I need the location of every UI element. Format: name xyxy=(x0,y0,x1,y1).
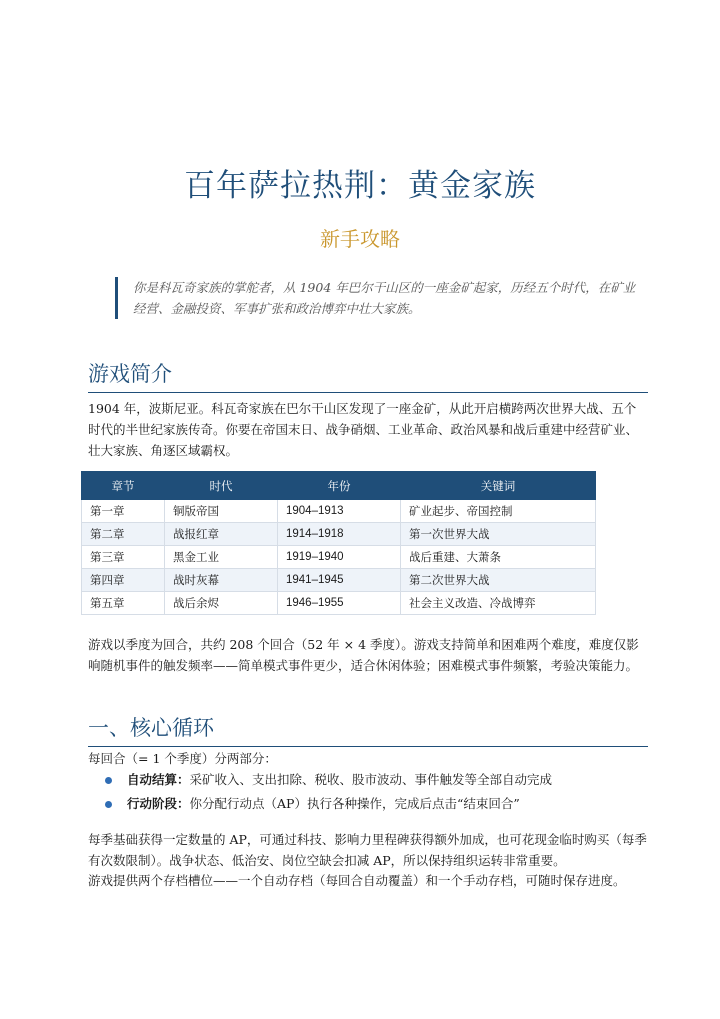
table-row xyxy=(82,546,596,569)
cell-keywords: 战后重建、大萧条 xyxy=(401,546,596,569)
cell-keywords: 第一次世界大战 xyxy=(401,523,596,546)
rounds-paragraph: 游戏以季度为回合，共约 208 个回合（52 年 × 4 季度）。游戏支持简单和困难两个难度，难度仅影响随机事件的触发频率——简单模式事件更少，适合休闲体验；困难模式事件频繁，考验决策能力。 xyxy=(88,637,639,673)
core-loop-lead: 每回合（= 1 个季度）分两部分： xyxy=(88,751,277,766)
bullet-label: 行动阶段： xyxy=(127,796,190,811)
list-item xyxy=(105,768,645,792)
ap-paragraph: 每季基础获得一定数量的 AP，可通过科技、影响力里程碑获得额外加成，也可花现金临时购买（每季有次数限制）。战争状态、低治安、岗位空缺会扣减 AP，所以保持组织运转非常重要。 xyxy=(88,832,647,868)
save-paragraph: 游戏提供两个存档槽位——一个自动存档（每回合自动覆盖）和一个手动存档，可随时保存进度。 xyxy=(88,873,626,888)
overview-paragraph: 1904 年，波斯尼亚。科瓦奇家族在巴尔干山区发现了一座金矿，从此开启横跨两次世界大战、五个时代的半世纪家族传奇。你要在帝国末日、战争硝烟、工业革命、政治风暴和战后重建中经营矿业、壮大家族、角逐区域霸权。 xyxy=(88,401,639,458)
intro-quote: 你是科瓦奇家族的掌舵者，从 1904 年巴尔干山区的一座金矿起家，历经五个时代，在矿业经营、金融投资、军事扩张和政治博弈中壮大家族。 xyxy=(115,277,643,319)
table-row xyxy=(82,523,596,546)
bullet-text: 采矿收入、支出扣除、税收、股市波动、事件触发等全部自动完成 xyxy=(189,772,553,787)
cell-chapter: 第四章 xyxy=(82,569,165,592)
cell-keywords: 第二次世界大战 xyxy=(401,569,596,592)
cell-chapter: 第三章 xyxy=(82,546,165,569)
cell-years: 1914–1918 xyxy=(278,523,401,546)
table-row xyxy=(82,569,596,592)
bullet-text: 你分配行动点（AP）执行各种操作，完成后点击“结束回合” xyxy=(189,796,520,811)
cell-era: 铜版帝国 xyxy=(165,500,278,523)
column-header-chapter: 章节 xyxy=(82,472,165,500)
table-header-row xyxy=(82,472,596,500)
cell-chapter: 第五章 xyxy=(82,592,165,615)
bullet-icon xyxy=(105,801,112,808)
cell-keywords: 社会主义改造、冷战博弈 xyxy=(401,592,596,615)
bullet-icon xyxy=(105,777,112,784)
cell-chapter: 第一章 xyxy=(82,500,165,523)
cell-keywords: 矿业起步、帝国控制 xyxy=(401,500,596,523)
heading-overview: 游戏简介 xyxy=(88,358,648,393)
cell-years: 1946–1955 xyxy=(278,592,401,615)
cell-years: 1919–1940 xyxy=(278,546,401,569)
cell-era: 战后余烬 xyxy=(165,592,278,615)
cell-years: 1904–1913 xyxy=(278,500,401,523)
column-header-keywords: 关键词 xyxy=(401,472,596,500)
column-header-era: 时代 xyxy=(165,472,278,500)
document-subtitle: 新手攻略 xyxy=(320,227,400,251)
cell-chapter: 第二章 xyxy=(82,523,165,546)
cell-era: 战报红章 xyxy=(165,523,278,546)
cell-era: 战时灰幕 xyxy=(165,569,278,592)
list-item xyxy=(105,792,645,816)
heading-core-loop: 一、核心循环 xyxy=(88,712,648,747)
cell-era: 黑金工业 xyxy=(165,546,278,569)
column-header-years: 年份 xyxy=(278,472,401,500)
document-title: 百年萨拉热荆：黄金家族 xyxy=(184,168,536,204)
table-row xyxy=(82,592,596,615)
cell-years: 1941–1945 xyxy=(278,569,401,592)
chapter-table xyxy=(81,471,596,615)
table-row xyxy=(82,500,596,523)
bullet-label: 自动结算： xyxy=(127,772,190,787)
core-loop-list xyxy=(105,768,645,816)
